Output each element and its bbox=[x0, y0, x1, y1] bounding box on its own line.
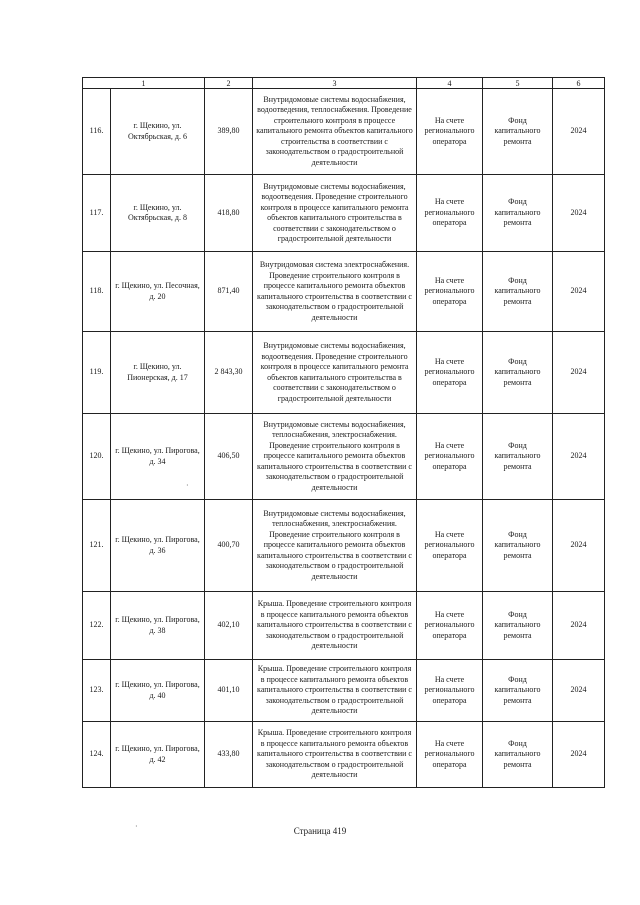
row-number: 119. bbox=[83, 332, 111, 414]
work-description-cell: Крыша. Проведение строительного контроля в процессе капитального ремонта объектов капитального строительства в соответствии с законодательством о градостроительной деятельности bbox=[253, 592, 417, 660]
amount-cell: 406,50 bbox=[205, 414, 253, 500]
header-cell-4: 4 bbox=[417, 78, 483, 89]
funding-source-cell: Фонд капитального ремонта bbox=[483, 500, 553, 592]
header-row bbox=[83, 78, 605, 89]
table-row bbox=[83, 252, 605, 332]
funding-source-cell: Фонд капитального ремонта bbox=[483, 722, 553, 788]
table-row bbox=[83, 500, 605, 592]
works-table bbox=[82, 77, 605, 788]
funding-source-cell: Фонд капитального ремонта bbox=[483, 660, 553, 722]
funding-source-cell: Фонд капитального ремонта bbox=[483, 332, 553, 414]
row-number: 117. bbox=[83, 175, 111, 252]
address-cell: г. Щекино, ул. Пирогова, д. 34 bbox=[111, 414, 205, 500]
amount-cell: 389,80 bbox=[205, 89, 253, 175]
address-cell: г. Щекино, ул. Октябрьская, д. 8 bbox=[111, 175, 205, 252]
work-description-cell: Внутридомовые системы водоснабжения, теплоснабжения, электроснабжения. Проведение строительного контроля в процессе капитального ремонта объектов капитального строительства в соответствии с законодательством о градостроительной деятельности bbox=[253, 414, 417, 500]
year-cell: 2024 bbox=[553, 722, 605, 788]
work-description-cell: Крыша. Проведение строительного контроля в процессе капитального ремонта объектов капитального строительства в соответствии с законодательством о градостроительной деятельности bbox=[253, 722, 417, 788]
scan-speck: · bbox=[186, 481, 189, 490]
financing-method-cell: На счете регионального оператора bbox=[417, 252, 483, 332]
table-body bbox=[83, 78, 605, 788]
table-row bbox=[83, 89, 605, 175]
amount-cell: 400,70 bbox=[205, 500, 253, 592]
header-cell-2: 2 bbox=[205, 78, 253, 89]
address-cell: г. Щекино, ул. Пирогова, д. 36 bbox=[111, 500, 205, 592]
work-description-cell: Внутридомовые системы водоснабжения, водоотведения. Проведение строительного контроля в процессе капитального ремонта объектов капитального строительства в соответствии с законодательством о градостроительной деятельности bbox=[253, 175, 417, 252]
amount-cell: 2 843,30 bbox=[205, 332, 253, 414]
amount-cell: 871,40 bbox=[205, 252, 253, 332]
address-cell: г. Щекино, ул. Пирогова, д. 40 bbox=[111, 660, 205, 722]
row-number: 120. bbox=[83, 414, 111, 500]
row-number: 122. bbox=[83, 592, 111, 660]
work-description-cell: Внутридомовые системы водоснабжения, водоотведения. Проведение строительного контроля в процессе капитального ремонта объектов капитального строительства в соответствии с законодательством о градостроительной деятельности bbox=[253, 332, 417, 414]
work-description-cell: Внутридомовые системы водоснабжения, водоотведения, теплоснабжения. Проведение строительного контроля в процессе капитального ремонта объектов капитального строительства в соответствии с законодательством о градостроительной деятельности bbox=[253, 89, 417, 175]
year-cell: 2024 bbox=[553, 252, 605, 332]
year-cell: 2024 bbox=[553, 500, 605, 592]
financing-method-cell: На счете регионального оператора bbox=[417, 332, 483, 414]
amount-cell: 401,10 bbox=[205, 660, 253, 722]
table-row bbox=[83, 332, 605, 414]
funding-source-cell: Фонд капитального ремонта bbox=[483, 252, 553, 332]
work-description-cell: Внутридомовые системы водоснабжения, теплоснабжения, электроснабжения. Проведение строительного контроля в процессе капитального ремонта объектов капитального строительства в соответствии с законодательством о градостроительной деятельности bbox=[253, 500, 417, 592]
financing-method-cell: На счете регионального оператора bbox=[417, 592, 483, 660]
row-number: 116. bbox=[83, 89, 111, 175]
funding-source-cell: Фонд капитального ремонта bbox=[483, 592, 553, 660]
amount-cell: 418,80 bbox=[205, 175, 253, 252]
funding-source-cell: Фонд капитального ремонта bbox=[483, 175, 553, 252]
year-cell: 2024 bbox=[553, 592, 605, 660]
header-cell-6: 6 bbox=[553, 78, 605, 89]
row-number: 118. bbox=[83, 252, 111, 332]
table-row bbox=[83, 592, 605, 660]
amount-cell: 402,10 bbox=[205, 592, 253, 660]
amount-cell: 433,80 bbox=[205, 722, 253, 788]
header-cell-1: 1 bbox=[83, 78, 205, 89]
funding-source-cell: Фонд капитального ремонта bbox=[483, 414, 553, 500]
year-cell: 2024 bbox=[553, 414, 605, 500]
address-cell: г. Щекино, ул. Октябрьская, д. 6 bbox=[111, 89, 205, 175]
year-cell: 2024 bbox=[553, 332, 605, 414]
table-row bbox=[83, 660, 605, 722]
year-cell: 2024 bbox=[553, 89, 605, 175]
table-row bbox=[83, 414, 605, 500]
work-description-cell: Крыша. Проведение строительного контроля в процессе капитального ремонта объектов капитального строительства в соответствии с законодательством о градостроительной деятельности bbox=[253, 660, 417, 722]
work-description-cell: Внутридомовая система электроснабжения. Проведение строительного контроля в процессе капитального ремонта объектов капитального строительства в соответствии с законодательством о градостроительной деятельности bbox=[253, 252, 417, 332]
address-cell: г. Щекино, ул. Пионерская, д. 17 bbox=[111, 332, 205, 414]
financing-method-cell: На счете регионального оператора bbox=[417, 89, 483, 175]
financing-method-cell: На счете регионального оператора bbox=[417, 500, 483, 592]
row-number: 121. bbox=[83, 500, 111, 592]
header-cell-5: 5 bbox=[483, 78, 553, 89]
financing-method-cell: На счете регионального оператора bbox=[417, 414, 483, 500]
financing-method-cell: На счете регионального оператора bbox=[417, 660, 483, 722]
financing-method-cell: На счете регионального оператора bbox=[417, 175, 483, 252]
funding-source-cell: Фонд капитального ремонта bbox=[483, 89, 553, 175]
row-number: 124. bbox=[83, 722, 111, 788]
year-cell: 2024 bbox=[553, 660, 605, 722]
header-cell-3: 3 bbox=[253, 78, 417, 89]
table-row bbox=[83, 722, 605, 788]
row-number: 123. bbox=[83, 660, 111, 722]
page-number: Страница 419 bbox=[293, 826, 347, 836]
address-cell: г. Щекино, ул. Пирогова, д. 42 bbox=[111, 722, 205, 788]
address-cell: г. Щекино, ул. Пирогова, д. 38 bbox=[111, 592, 205, 660]
table-row bbox=[83, 175, 605, 252]
address-cell: г. Щекино, ул. Песочная, д. 20 bbox=[111, 252, 205, 332]
financing-method-cell: На счете регионального оператора bbox=[417, 722, 483, 788]
year-cell: 2024 bbox=[553, 175, 605, 252]
scan-speck: · bbox=[135, 822, 138, 831]
